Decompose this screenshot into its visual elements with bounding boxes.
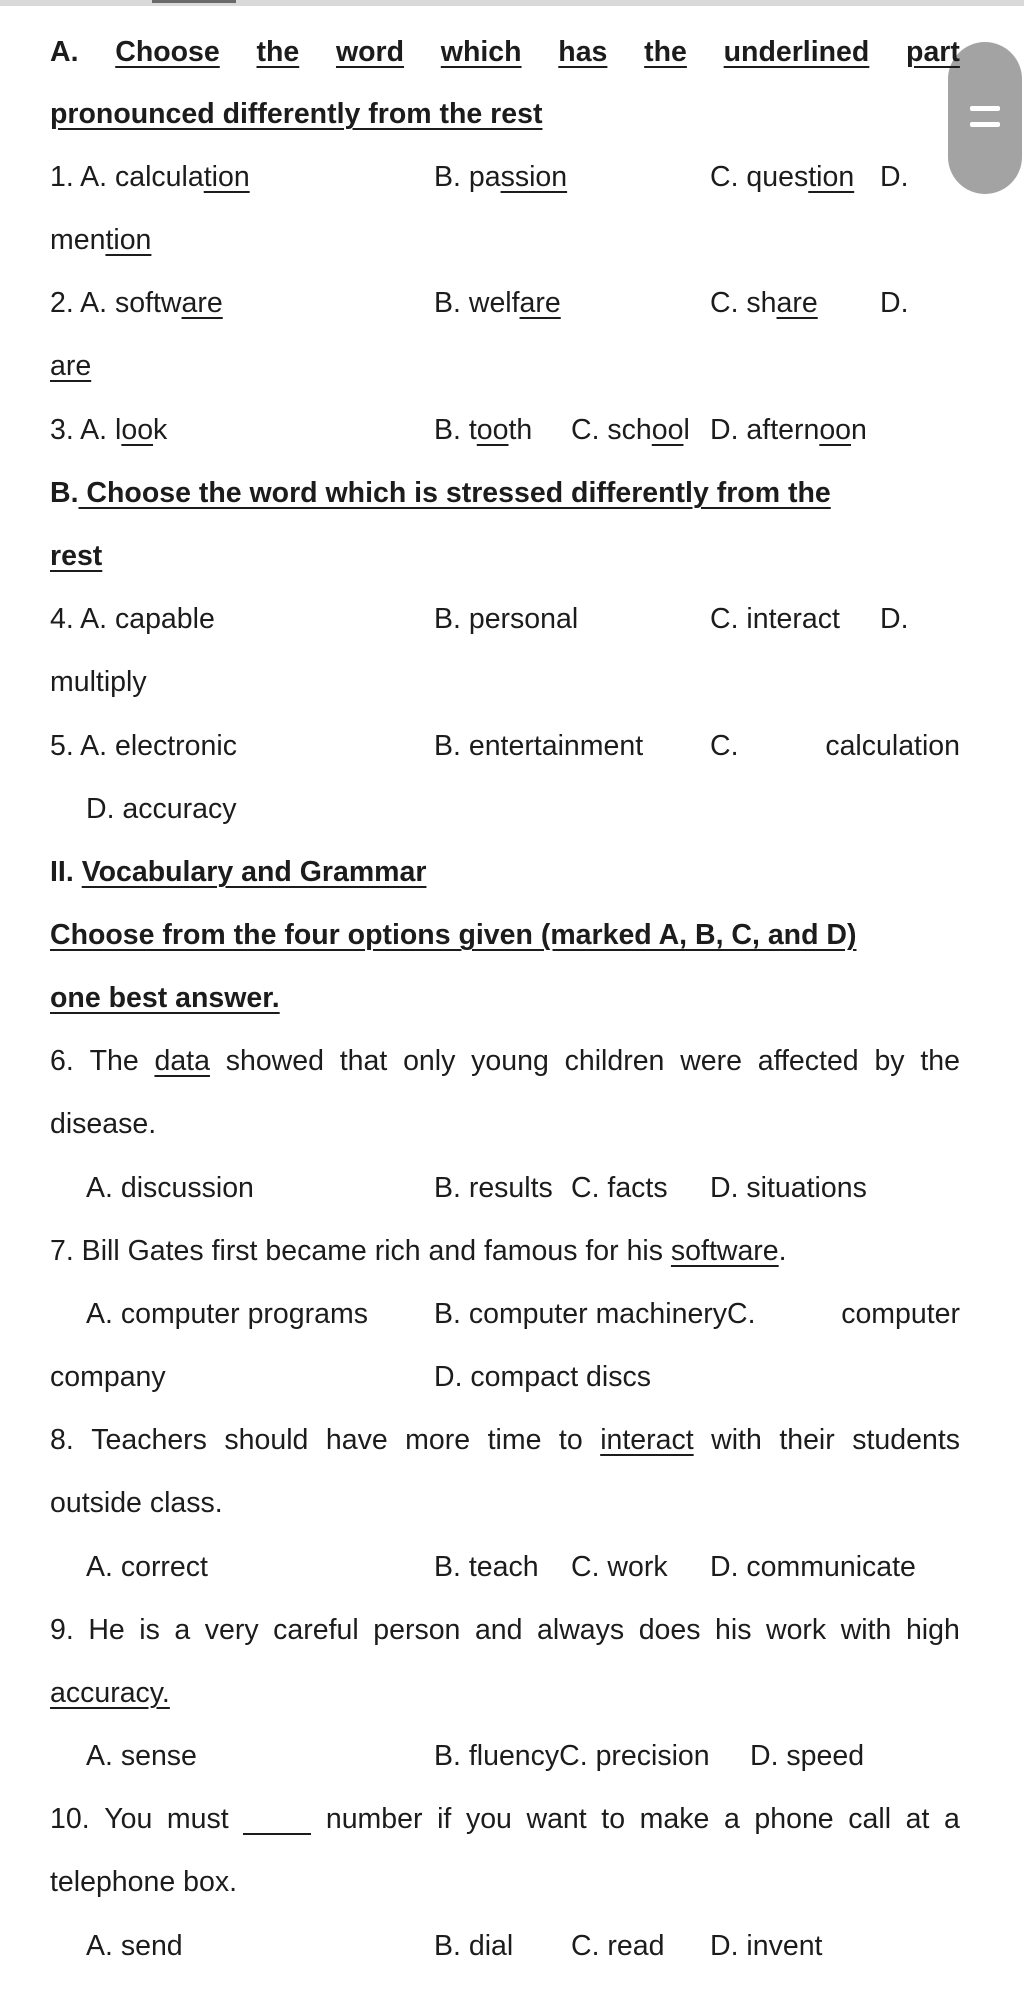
text-segment: B. — [50, 477, 79, 509]
text-segment: ques — [746, 161, 809, 193]
text-segment: are — [519, 287, 561, 319]
text-segment: phone — [754, 1803, 834, 1835]
question-4 — [50, 599, 960, 639]
text-segment: are — [776, 287, 818, 319]
text-segment: n — [851, 414, 867, 446]
text-segment: to — [601, 1803, 626, 1835]
text-segment: A. — [80, 414, 108, 446]
text-segment: accuracy. — [50, 1677, 170, 1709]
question-7-options — [50, 1294, 960, 1334]
question-5 — [50, 726, 960, 766]
text-segment: B. fluencyC. precision — [434, 1740, 710, 1772]
text-segment: were — [680, 1045, 742, 1077]
text-segment: by — [874, 1045, 905, 1077]
section-2-instruction-line2 — [50, 978, 960, 1018]
text-segment: D. — [880, 287, 909, 319]
text-segment: A. discussion — [86, 1172, 254, 1204]
answer-blank — [243, 1799, 311, 1839]
text-segment: Vocabulary and Grammar — [81, 856, 427, 888]
text-segment: to — [558, 1424, 583, 1456]
text-segment: part — [906, 36, 960, 68]
text-segment: high — [905, 1614, 960, 1646]
text-segment: oo — [819, 414, 852, 446]
text-segment: D. — [880, 603, 909, 635]
text-segment: careful — [273, 1614, 359, 1646]
question-6-stem — [50, 1041, 960, 1081]
text-segment: disease. — [50, 1108, 157, 1140]
text-segment: aftern — [746, 414, 820, 446]
text-segment: very — [204, 1614, 259, 1646]
section-b-title-line2 — [50, 536, 960, 576]
question-9-stem — [50, 1610, 960, 1650]
question-1-line2 — [50, 220, 960, 260]
text-segment: time — [487, 1424, 542, 1456]
question-7-options-line2 — [50, 1357, 960, 1397]
text-segment: their — [779, 1424, 835, 1456]
text-segment: word — [335, 36, 405, 68]
text-segment: 3. — [50, 414, 74, 446]
text-segment: must — [166, 1803, 229, 1835]
question-7-stem — [50, 1231, 960, 1271]
text-segment: which — [440, 36, 522, 68]
text-segment: tion — [203, 161, 250, 193]
text-segment: 1. — [50, 161, 74, 193]
text-segment: D. communicate — [710, 1551, 916, 1583]
text-segment: II. — [50, 856, 74, 888]
text-segment: make — [639, 1803, 710, 1835]
text-segment: underlined — [723, 36, 870, 68]
text-segment: 7. Bill Gates first became rich and famous for his — [50, 1235, 671, 1267]
text-segment: person — [373, 1614, 461, 1646]
text-segment: calcula — [115, 161, 204, 193]
question-2 — [50, 283, 960, 323]
question-8-options — [50, 1547, 960, 1587]
text-segment: welf — [468, 287, 520, 319]
text-segment: A. send — [86, 1930, 183, 1962]
text-segment: are — [50, 350, 92, 382]
text-segment: the — [644, 36, 687, 68]
text-segment: have — [325, 1424, 388, 1456]
text-segment: outside class. — [50, 1487, 223, 1519]
text-segment: you — [465, 1803, 512, 1835]
question-8-stem-line2 — [50, 1483, 960, 1523]
section-a-title-line2 — [50, 94, 960, 134]
section-b-title — [50, 473, 960, 513]
text-segment: The — [89, 1045, 139, 1077]
question-8-stem — [50, 1420, 960, 1460]
text-segment: sch — [607, 414, 652, 446]
text-segment: oo — [476, 414, 509, 446]
text-segment: 4. — [50, 603, 74, 635]
text-segment: pa — [468, 161, 501, 193]
question-6-stem-line2 — [50, 1104, 960, 1144]
text-segment: D. situations — [710, 1172, 867, 1204]
text-segment: one best answer. — [50, 982, 280, 1014]
text-segment: data — [154, 1045, 210, 1077]
text-segment: 9. — [50, 1614, 74, 1646]
text-segment: company — [50, 1361, 166, 1393]
text-segment: 8. — [50, 1424, 74, 1456]
text-segment: software — [670, 1235, 779, 1267]
text-segment: his — [715, 1614, 752, 1646]
text-segment: always — [537, 1614, 625, 1646]
text-segment: B. results — [434, 1172, 553, 1204]
text-segment: children — [564, 1045, 665, 1077]
text-segment: the — [256, 36, 300, 68]
question-9-options — [50, 1736, 960, 1776]
section-2-instruction — [50, 915, 960, 955]
text-segment: C. — [710, 161, 739, 193]
question-10-stem-line2 — [50, 1862, 960, 1902]
text-segment: C. interact — [710, 603, 840, 635]
text-segment: softw — [115, 287, 182, 319]
question-1 — [50, 157, 960, 197]
question-9-stem-line2 — [50, 1673, 960, 1713]
question-3 — [50, 410, 960, 450]
text-segment: D. invent — [710, 1930, 823, 1962]
text-segment: ssion — [500, 161, 568, 193]
text-segment: A. computer programs — [86, 1298, 368, 1330]
text-segment: A. — [80, 287, 108, 319]
text-segment: a — [174, 1614, 191, 1646]
text-segment: interact — [600, 1424, 694, 1456]
question-4-line2 — [50, 662, 960, 702]
text-segment: 10. — [50, 1803, 90, 1835]
text-segment: does — [638, 1614, 701, 1646]
text-segment: 6. — [50, 1045, 74, 1077]
text-segment: a — [723, 1803, 740, 1835]
question-5-line2 — [50, 789, 960, 829]
text-segment: telephone box. — [50, 1866, 237, 1898]
text-segment: at — [905, 1803, 930, 1835]
text-segment: 5. — [50, 730, 74, 762]
section-2-title — [50, 852, 960, 892]
text-segment: B. dial — [434, 1930, 514, 1962]
text-segment: Choose the word which is stressed differently from the — [78, 477, 831, 509]
text-segment: C. work — [571, 1551, 668, 1583]
text-segment: Choose — [115, 36, 220, 68]
text-segment: Teachers — [91, 1424, 207, 1456]
text-segment: C. — [710, 287, 739, 319]
text-segment: A. electronic — [80, 730, 237, 762]
text-segment: men — [50, 224, 106, 256]
grip-icon — [970, 122, 1000, 127]
question-10-options — [50, 1926, 960, 1966]
text-segment: A. capable — [80, 603, 215, 635]
text-segment: young — [471, 1045, 549, 1077]
text-segment: should — [224, 1424, 309, 1456]
text-segment: A. correct — [86, 1551, 208, 1583]
text-segment: are — [181, 287, 223, 319]
text-segment: showed — [225, 1045, 324, 1077]
text-segment: B. teach — [434, 1551, 539, 1583]
text-segment: . — [778, 1235, 787, 1267]
text-segment: C. — [571, 414, 600, 446]
text-segment: D. speed — [750, 1740, 865, 1772]
text-segment: C. read — [571, 1930, 665, 1962]
text-segment: sh — [746, 287, 777, 319]
text-segment: B. — [434, 414, 461, 446]
top-edge-mark — [152, 0, 236, 3]
text-segment: pronounced differently from the rest — [50, 98, 543, 130]
text-segment: You — [104, 1803, 153, 1835]
text-segment: that — [339, 1045, 388, 1077]
text-segment: B. personal — [434, 603, 579, 635]
text-segment: B. computer machineryC. — [434, 1298, 756, 1330]
text-segment: B. entertainment — [434, 730, 644, 762]
question-6-options — [50, 1168, 960, 1208]
text-segment: computer — [841, 1298, 960, 1330]
text-segment: D. accuracy — [86, 793, 237, 825]
text-segment: only — [403, 1045, 456, 1077]
text-segment: students — [852, 1424, 960, 1456]
question-2-line2 — [50, 346, 960, 386]
text-segment: rest — [50, 540, 103, 572]
text-segment: He — [88, 1614, 125, 1646]
section-a-title — [50, 32, 960, 72]
question-10-stem — [50, 1799, 960, 1839]
text-segment: multiply — [50, 666, 147, 698]
text-segment: k — [153, 414, 168, 446]
text-segment: and — [474, 1614, 523, 1646]
section-letter: A. — [50, 36, 79, 68]
text-segment: l — [683, 414, 690, 446]
text-segment: B. — [434, 161, 461, 193]
text-segment: work — [766, 1614, 827, 1646]
text-segment: Choose from the four options given (marked A, B, C, and D) — [50, 919, 857, 951]
text-segment: th — [508, 414, 533, 446]
text-segment: affected — [757, 1045, 859, 1077]
text-segment: tion — [105, 224, 152, 256]
text-segment: A. — [80, 161, 108, 193]
grip-icon — [970, 106, 1000, 111]
text-segment: D. — [880, 161, 909, 193]
text-segment: want — [526, 1803, 587, 1835]
text-segment: B. — [434, 287, 461, 319]
text-segment: with — [840, 1614, 892, 1646]
text-segment: 2. — [50, 287, 74, 319]
text-segment: calculation — [825, 730, 960, 762]
text-segment: if — [437, 1803, 452, 1835]
text-segment: l — [115, 414, 122, 446]
text-segment: D. compact discs — [434, 1361, 651, 1393]
text-segment: a — [944, 1803, 960, 1835]
text-segment: D. — [710, 414, 739, 446]
text-segment: C. — [710, 730, 739, 762]
text-segment: has — [558, 36, 608, 68]
text-segment: with — [711, 1424, 762, 1456]
text-segment: tion — [808, 161, 855, 193]
text-segment: A. sense — [86, 1740, 197, 1772]
text-segment: call — [848, 1803, 892, 1835]
text-segment: more — [405, 1424, 471, 1456]
text-segment: the — [920, 1045, 960, 1077]
text-segment: number — [325, 1803, 423, 1835]
text-segment: oo — [121, 414, 154, 446]
text-segment: oo — [651, 414, 684, 446]
text-segment: is — [139, 1614, 160, 1646]
text-segment: t — [468, 414, 477, 446]
text-segment: C. facts — [571, 1172, 668, 1204]
